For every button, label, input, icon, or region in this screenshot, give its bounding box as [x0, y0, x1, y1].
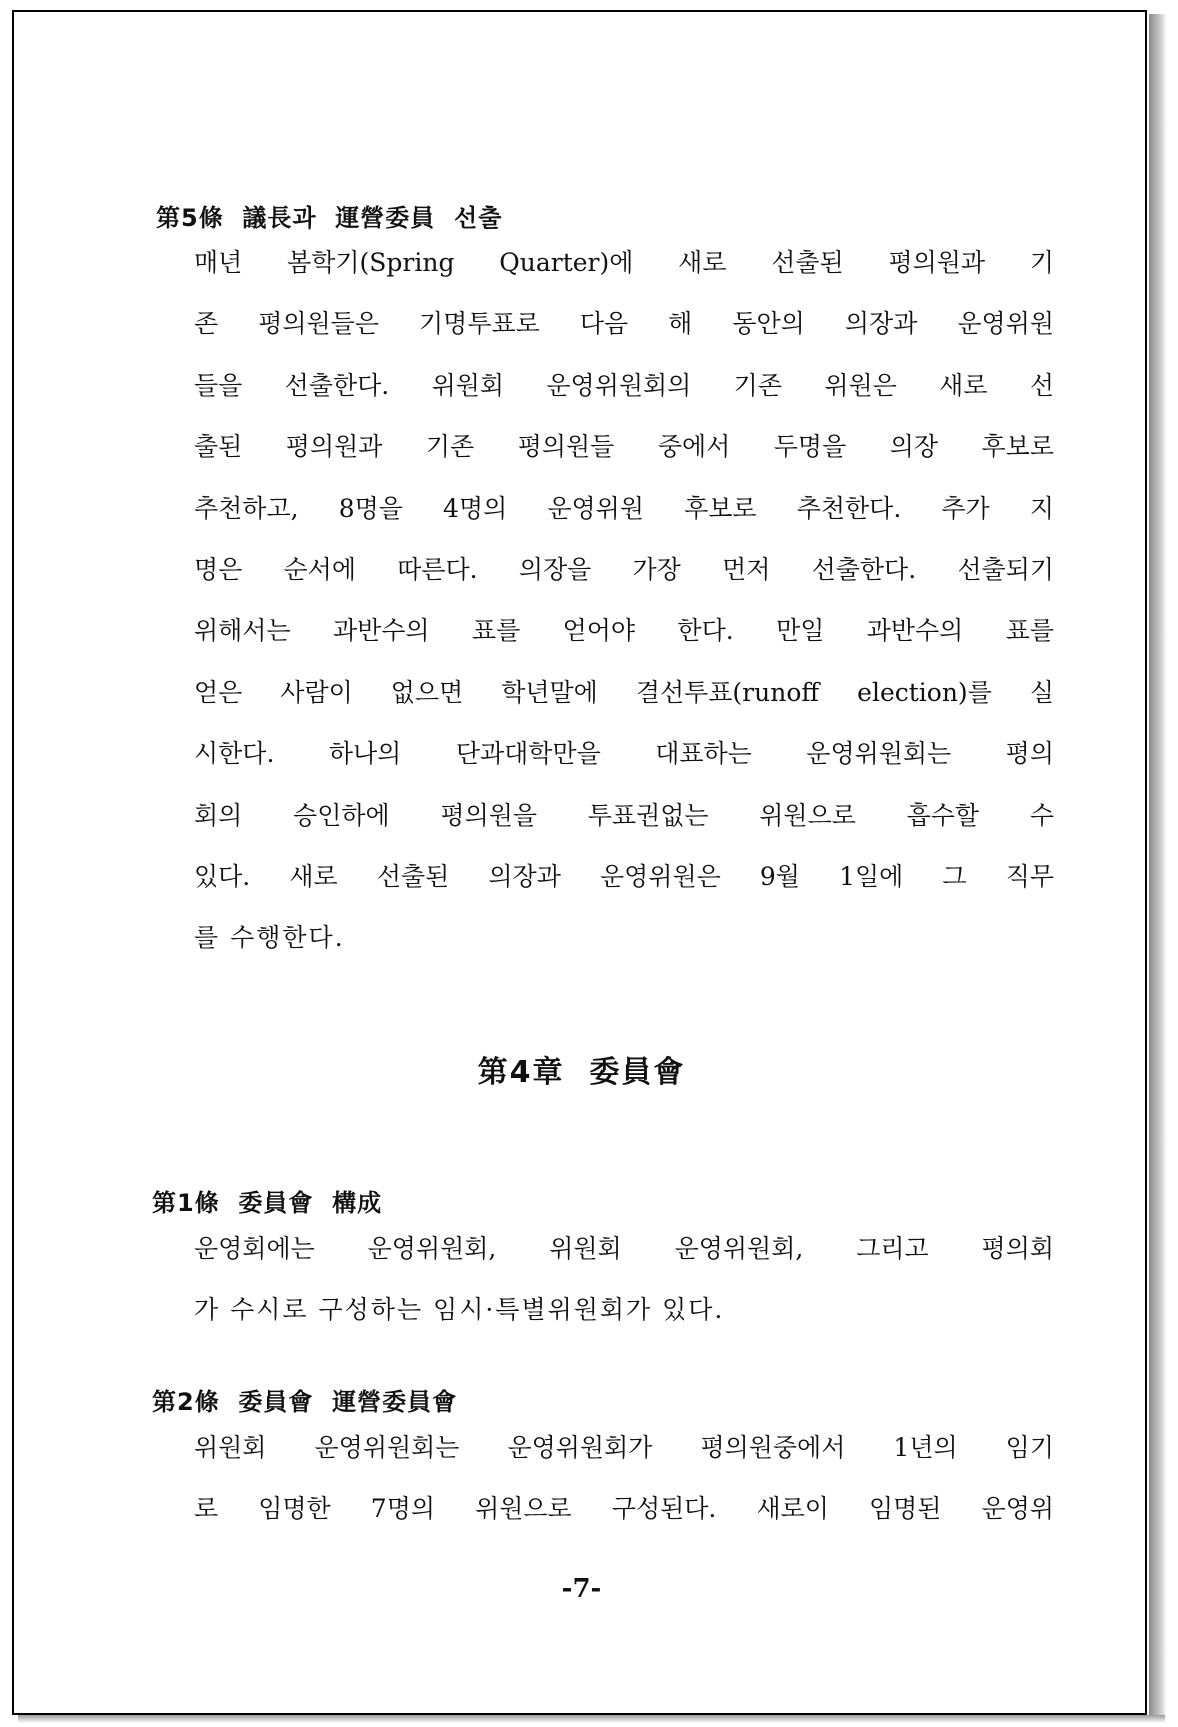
text-line: 추천하고, 8명을 4명의 운영위원 후보로 추천한다. 추가 지	[194, 493, 1054, 523]
page-bottom-shadow	[18, 1715, 1165, 1723]
article-5-heading: 第5條 議長과 運營委員 선출	[156, 204, 503, 232]
document-page	[12, 10, 1147, 1715]
text-line: 운영회에는 운영위원회, 위원회 운영위원회, 그리고 평의회	[194, 1234, 1054, 1263]
text-line: 존 평의원들은 기명투표로 다음 해 동안의 의장과 운영위원	[194, 309, 1054, 339]
text-line: 얻은 사람이 없으면 학년말에 결선투표(runoff election)를 실	[194, 677, 1054, 707]
page-number: -7-	[561, 1574, 602, 1604]
article-2-heading: 第2條 委員會 運營委員會	[152, 1388, 458, 1416]
text-line: 를 수행한다.	[194, 923, 345, 953]
text-line: 가 수시로 구성하는 임시·특별위원회가 있다.	[194, 1295, 725, 1325]
article-2-body	[194, 1417, 1054, 1540]
article-1-heading: 第1條 委員會 構成	[152, 1189, 383, 1217]
text-line: 있다. 새로 선출된 의장과 운영위원은 9월 1일에 그 직무	[194, 861, 1054, 891]
text-line: 명은 순서에 따른다. 의장을 가장 먼저 선출한다. 선출되기	[194, 554, 1054, 584]
text-line: 매년 봄학기(Spring Quarter)에 새로 선출된 평의원과 기	[194, 248, 1054, 277]
chapter-4-title: 第4章 委員會	[477, 1055, 686, 1090]
text-line: 출된 평의원과 기존 평의원들 중에서 두명을 의장 후보로	[194, 432, 1054, 462]
text-line: 위해서는 과반수의 표를 얻어야 한다. 만일 과반수의 표를	[194, 616, 1054, 646]
text-line: 회의 승인하에 평의원을 투표권없는 위원으로 흡수할 수	[194, 800, 1054, 830]
text-line: 위원회 운영위원회는 운영위원회가 평의원중에서 1년의 임기	[194, 1433, 1054, 1462]
text-line: 로 임명한 7명의 위원으로 구성된다. 새로이 임명된 운영위	[194, 1494, 1054, 1524]
text-line: 시한다. 하나의 단과대학만을 대표하는 운영위원회는 평의	[194, 739, 1054, 769]
page-edge-shadow	[1149, 14, 1167, 1719]
text-line: 들을 선출한다. 위원회 운영위원회의 기존 위원은 새로 선	[194, 370, 1054, 400]
article-1-body	[194, 1218, 1054, 1341]
article-5-body	[194, 232, 1054, 969]
